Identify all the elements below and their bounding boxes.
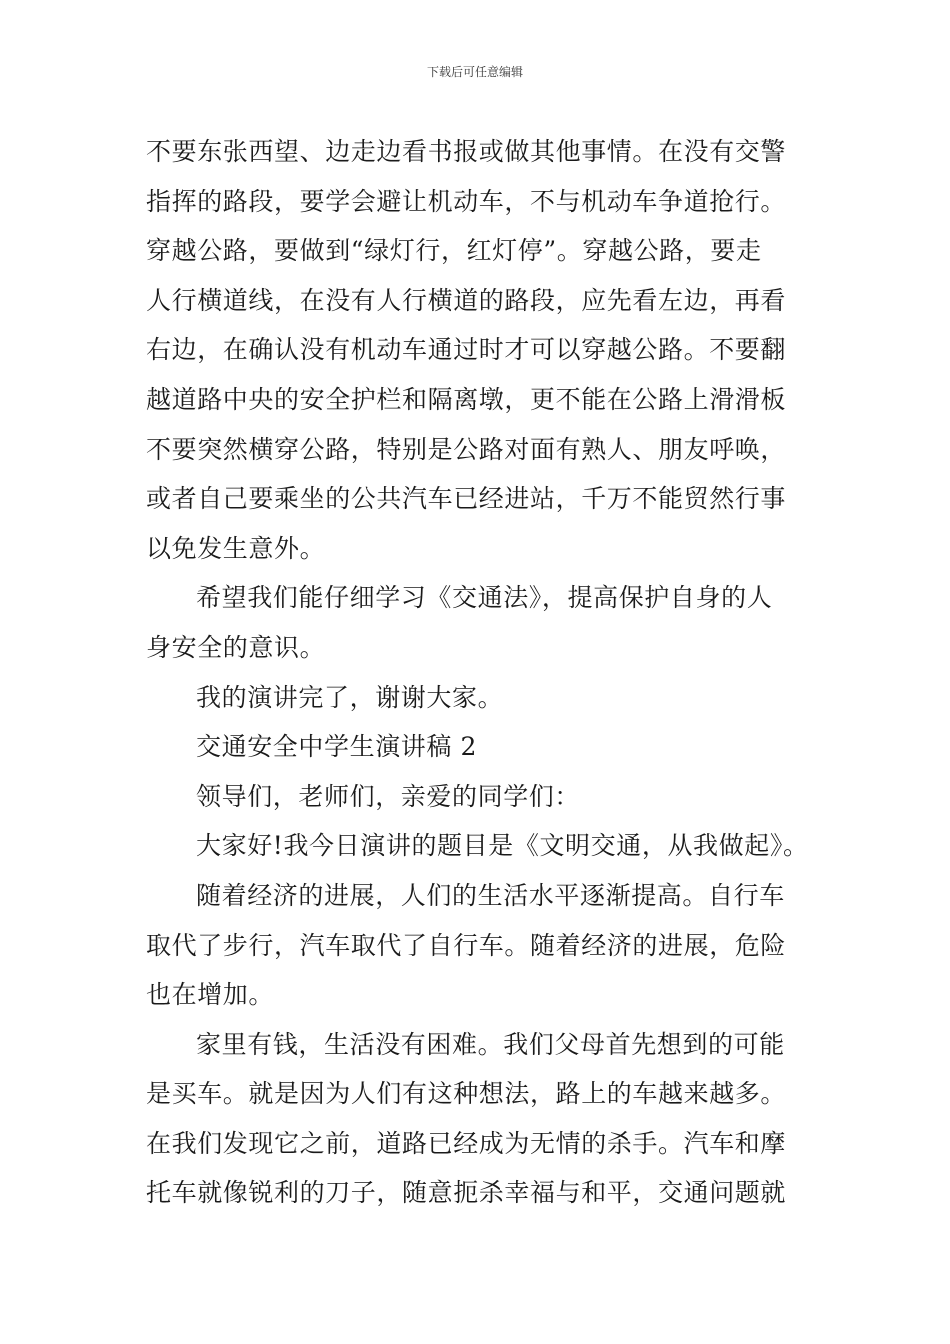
page-header: 下载后可任意编辑 bbox=[426, 65, 523, 79]
body-line: 在我们发现它之前，道路已经成为无情的杀手。汽车和摩 bbox=[146, 1128, 787, 1158]
body-line: 我的演讲完了，谢谢大家。 bbox=[196, 682, 504, 712]
body-line: 希望我们能仔细学习《交通法》，提高保护自身的人 bbox=[196, 583, 773, 613]
body-line: 人行横道线，在没有人行横道的路段，应先看左边，再看 bbox=[146, 285, 787, 315]
body-line: 越道路中央的安全护栏和隔离墩，更不能在公路上滑滑板 bbox=[146, 384, 787, 414]
body-line: 右边，在确认没有机动车通过时才可以穿越公路。不要翻 bbox=[146, 335, 787, 365]
body-line: 指挥的路段，要学会避让机动车，不与机动车争道抢行。 bbox=[146, 186, 787, 216]
body-line: 以免发生意外。 bbox=[146, 533, 326, 563]
body-line: 不要东张西望、边走边看书报或做其他事情。在没有交警 bbox=[146, 137, 787, 166]
body-line: 大家好!我今日演讲的题目是《文明交通，从我做起》。 bbox=[196, 831, 809, 861]
body-line: 取代了步行，汽车取代了自行车。随着经济的进展，危险 bbox=[146, 930, 787, 960]
body-line: 家里有钱，生活没有困难。我们父母首先想到的可能 bbox=[196, 1029, 785, 1059]
body-line: 不要突然横穿公路，特别是公路对面有熟人、朋友呼唤， bbox=[146, 434, 787, 464]
body-line: 托车就像锐利的刀子，随意扼杀幸福与和平，交通问题就 bbox=[146, 1178, 787, 1208]
body-line: 也在增加。 bbox=[146, 980, 275, 1010]
body-line: 或者自己要乘坐的公共汽车已经进站，千万不能贸然行事 bbox=[146, 484, 787, 514]
section-title: 交通安全中学生演讲稿 2 bbox=[196, 732, 478, 762]
body-line: 是买车。就是因为人们有这种想法，路上的车越来越多。 bbox=[146, 1079, 787, 1109]
body-line: 随着经济的进展，人们的生活水平逐渐提高。自行车 bbox=[196, 880, 785, 910]
document-body bbox=[146, 127, 816, 1218]
body-line: 穿越公路，要做到“绿灯行，红灯停”。穿越公路，要走 bbox=[146, 236, 762, 266]
body-line: 身安全的意识。 bbox=[146, 632, 326, 662]
salutation: 领导们，老师们，亲爱的同学们： bbox=[196, 781, 581, 811]
